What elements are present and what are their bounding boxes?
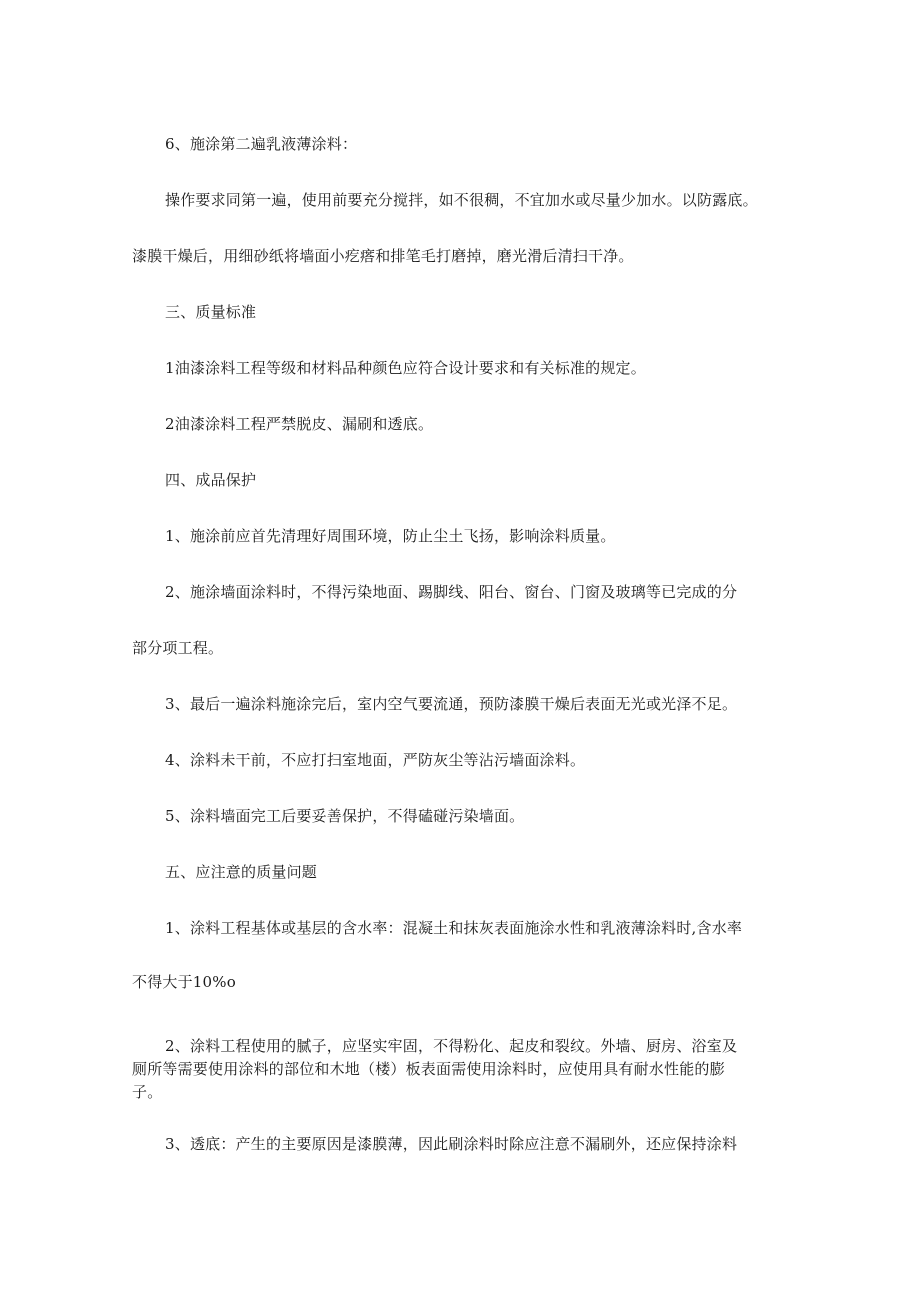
paragraph-line: 子。 [132,1083,163,1101]
paragraph-line: 1、施涂前应首先清理好周围环境，防止尘土飞扬，影响涂料质量。 [165,527,616,545]
section-heading: 五、应注意的质量问题 [165,863,318,881]
paragraph-line: 3、透底：产生的主要原因是漆膜薄，因此刷涂料时除应注意不漏刷外，还应保持涂料 [165,1135,738,1153]
paragraph-line: 部分项工程。 [132,639,224,657]
section-heading: 三、质量标准 [165,303,257,321]
paragraph-line: 3、最后一遍涂料施涂完后，室内空气要流通，预防漆膜干燥后表面无光或光泽不足。 [165,695,738,713]
paragraph-line: 厕所等需要使用涂料的部位和木地（楼）板表面需使用涂料时，应使用具有耐水性能的膨 [132,1060,725,1078]
paragraph-line: 不得大于10%o [132,973,236,991]
paragraph-line: 1、涂料工程基体或基层的含水率：混凝土和抹灰表面施涂水性和乳液薄涂料时,含水率 [165,919,743,937]
paragraph-line: 2、涂料工程使用的腻子，应坚实牢固，不得粉化、起皮和裂纹。外墙、厨房、浴室及 [165,1037,738,1055]
paragraph-line: 2、施涂墙面涂料时，不得污染地面、踢脚线、阳台、窗台、门窗及玻璃等已完成的分 [165,583,738,601]
paragraph-line: 4、涂料未干前，不应打扫室地面，严防灰尘等沾污墙面涂料。 [165,751,586,769]
paragraph-line: 漆膜干燥后，用细砂纸将墙面小疙瘩和排笔毛打磨掉，磨光滑后清扫干净。 [132,247,634,265]
paragraph-line: 操作要求同第一遍，使用前要充分搅拌，如不很稠，不宜加水或尽量少加水。以防露底。 [165,191,758,209]
section-heading: 四、成品保护 [165,471,257,489]
paragraph-line: 2油漆涂料工程严禁脱皮、漏刷和透底。 [165,415,434,433]
paragraph-line: 1油漆涂料工程等级和材料品种颜色应符合设计要求和有关标准的规定。 [165,359,646,377]
paragraph-line: 5、涂料墙面完工后要妥善保护，不得磕碰污染墙面。 [165,807,525,825]
paragraph-line: 6、施涂第二遍乳液薄涂料： [165,135,358,153]
